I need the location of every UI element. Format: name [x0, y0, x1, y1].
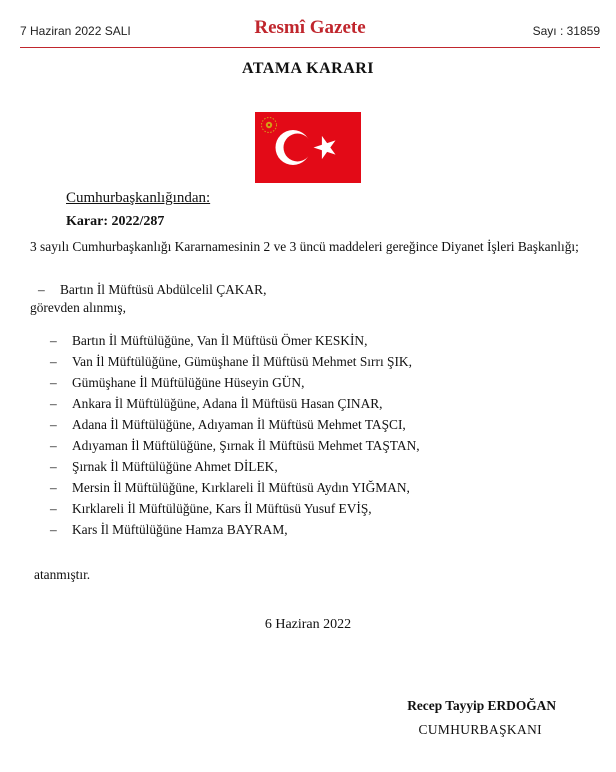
appointment-list: [50, 330, 420, 540]
appointment-text: Kırklareli İl Müftülüğüne, Kars İl Müftüsü Yusuf EVİŞ,: [72, 501, 372, 516]
issue-date: 7 Haziran 2022 SALI: [20, 24, 131, 38]
dismissal-clause: görevden alınmış,: [30, 300, 126, 315]
list-dash: –: [50, 375, 57, 390]
list-item: [50, 519, 420, 540]
gazette-header: [20, 16, 600, 46]
list-dash: –: [50, 333, 57, 348]
header-divider: [20, 47, 600, 48]
list-dash: –: [50, 354, 57, 369]
list-item: [50, 372, 420, 393]
list-dash: –: [38, 282, 45, 297]
list-dash: –: [50, 501, 57, 516]
signature-date: 6 Haziran 2022: [264, 617, 352, 632]
dismissed-item: [38, 282, 266, 298]
appointment-text: Adıyaman İl Müftülüğüne, Şırnak İl Müftüsü Mehmet TAŞTAN,: [72, 438, 420, 453]
turkish-flag-icon: [255, 112, 361, 183]
issuing-authority: Cumhurbaşkanlığından:: [66, 190, 211, 206]
appointment-text: Ankara İl Müftülüğüne, Adana İl Müftüsü Hasan ÇINAR,: [72, 396, 383, 411]
list-dash: –: [50, 417, 57, 432]
appointment-text: Adana İl Müftülüğüne, Adıyaman İl Müftüsü Mehmet TAŞCI,: [72, 417, 406, 432]
appointment-text: Van İl Müftülüğüne, Gümüşhane İl Müftüsü Mehmet Sırrı ŞIK,: [72, 354, 412, 369]
list-dash: –: [50, 438, 57, 453]
list-item: [50, 477, 420, 498]
appointment-text: Şırnak İl Müftülüğüne Ahmet DİLEK,: [72, 459, 278, 474]
list-item: [50, 393, 420, 414]
signer-name: Recep Tayyip ERDOĞAN: [407, 698, 556, 713]
dismissed-text: Bartın İl Müftüsü Abdülcelil ÇAKAR,: [60, 282, 267, 297]
gazette-title: Resmî Gazete: [254, 17, 366, 38]
list-item: [50, 456, 420, 477]
list-item: [50, 351, 420, 372]
decree-body: 3 sayılı Cumhurbaşkanlığı Kararnamesinin 2 ve 3 üncü maddeleri gereğince Diyanet İşleri Başkanlığı;: [30, 239, 579, 254]
list-dash: –: [50, 459, 57, 474]
appointment-clause: atanmıştır.: [34, 567, 91, 582]
signer-title: CUMHURBAŞKANI: [418, 722, 542, 737]
appointment-text: Kars İl Müftülüğüne Hamza BAYRAM,: [72, 522, 288, 537]
list-item: [50, 498, 420, 519]
list-item: [50, 330, 420, 351]
list-item: [50, 435, 420, 456]
appointment-text: Gümüşhane İl Müftülüğüne Hüseyin GÜN,: [72, 375, 305, 390]
document-title: ATAMA KARARI: [241, 60, 375, 77]
list-dash: –: [50, 522, 57, 537]
issue-number: Sayı : 31859: [532, 24, 600, 38]
appointment-text: Mersin İl Müftülüğüne, Kırklareli İl Müftüsü Aydın YIĞMAN,: [72, 480, 410, 495]
list-item: [50, 414, 420, 435]
list-dash: –: [50, 396, 57, 411]
decree-number: Karar: 2022/287: [66, 214, 165, 229]
list-dash: –: [50, 480, 57, 495]
appointment-text: Bartın İl Müftülüğüne, Van İl Müftüsü Ömer KESKİN,: [72, 333, 368, 348]
